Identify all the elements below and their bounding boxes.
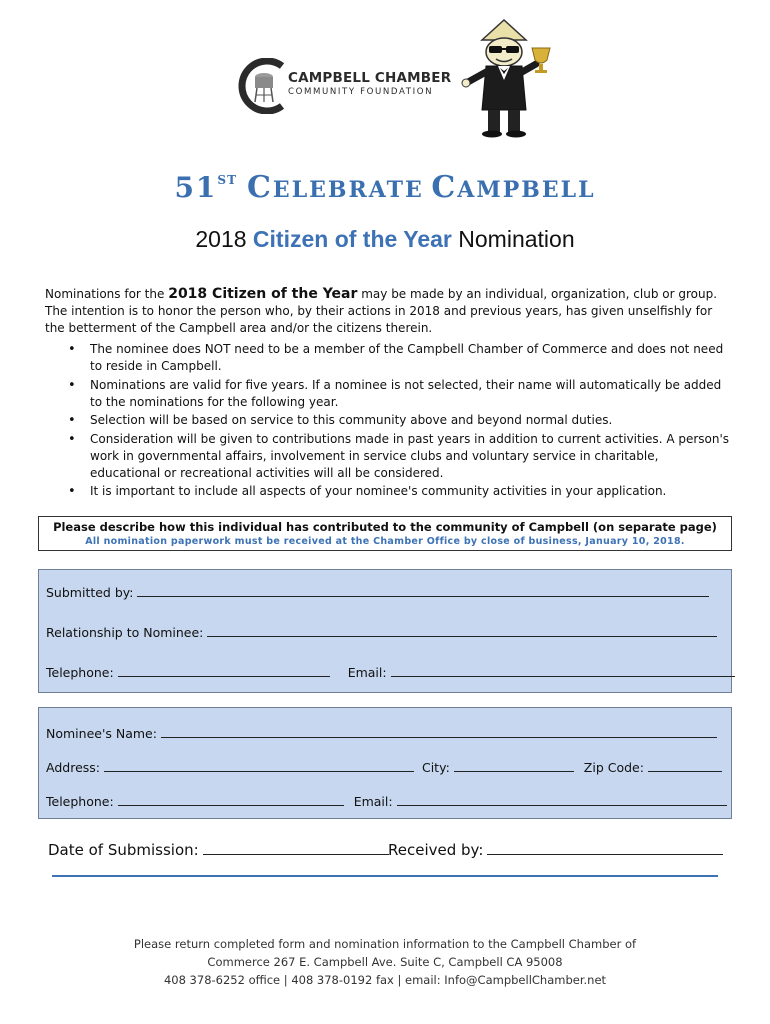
logo-title: CAMPBELL CHAMBER (288, 70, 452, 86)
list-item: • The nominee does NOT need to be a member of the Campbell Chamber of Commerce and does not need to reside in Campbell. (90, 341, 730, 375)
date-of-submission-label: Date of Submission: (48, 841, 199, 859)
event-title-initial-1: C (247, 170, 273, 205)
nominee-name-row (46, 726, 717, 741)
nominee-telephone-label: Telephone: (46, 794, 114, 809)
nominee-email-label: Email: (353, 794, 393, 809)
submitter-panel (38, 569, 732, 693)
event-title-initial-2: C (431, 170, 458, 205)
subtitle-rest: Nomination (458, 226, 575, 252)
intro-part-1: Nominations for the (45, 287, 165, 301)
footer-line-2: Commerce 267 E. Campbell Ave. Suite C, Campbell CA 95008 (207, 955, 563, 969)
nominee-email-field[interactable] (397, 794, 727, 806)
footer-contact (0, 935, 770, 989)
submitter-contact-row (46, 665, 735, 680)
list-item: • Nominations are valid for five years. If a nominee is not selected, their name will automatically be added to the nominations for the following year. (90, 377, 730, 411)
submitted-by-label: Submitted by: (46, 585, 134, 600)
relationship-row (46, 625, 717, 640)
telephone-label: Telephone: (46, 665, 114, 680)
subtitle-highlight: Citizen of the Year (252, 226, 452, 252)
relationship-field[interactable] (207, 625, 717, 637)
nominee-name-label: Nominee's Name: (46, 726, 157, 741)
intro-paragraph (45, 286, 730, 337)
mascot-illustration (460, 18, 554, 138)
submitted-by-row (46, 585, 709, 600)
list-item: • Consideration will be given to contributions made in past years in addition to current activities. A person's work in governmental affairs, involvement in service clubs and voluntary service in charitable, educational or recreational activities will all be considered. (90, 431, 730, 482)
email-label: Email: (347, 665, 387, 680)
divider (52, 875, 718, 877)
nominee-name-field[interactable] (161, 726, 717, 738)
zip-field[interactable] (648, 760, 722, 772)
water-tower-icon (238, 58, 288, 114)
deadline-line: All nomination paperwork must be received at the Chamber Office by close of business, January 10, 2018. (85, 536, 685, 547)
footer-line-1: Please return completed form and nomination information to the Campbell Chamber of (133, 937, 637, 951)
received-by-field[interactable] (487, 841, 723, 855)
footer-line-3: 408 378-6252 office | 408 378-0192 fax | email: Info@CampbellChamber.net (163, 973, 607, 987)
telephone-field[interactable] (118, 665, 330, 677)
event-title-word-1: ELEBRATE (272, 177, 424, 203)
event-title (0, 170, 770, 205)
date-of-submission-row (48, 841, 389, 859)
submitted-by-field[interactable] (137, 585, 709, 597)
address-label: Address: (46, 760, 100, 775)
nominee-address-row (46, 760, 722, 775)
date-of-submission-field[interactable] (203, 841, 389, 855)
logo-subtitle: COMMUNITY FOUNDATION (288, 87, 434, 97)
address-field[interactable] (104, 760, 414, 772)
chamber-logo (238, 58, 452, 114)
subtitle-year: 2018 (195, 226, 247, 252)
nominee-panel (38, 707, 732, 819)
nominee-telephone-field[interactable] (118, 794, 344, 806)
email-field[interactable] (391, 665, 735, 677)
edition-suffix: ST (217, 173, 238, 187)
intro-highlight: 2018 Citizen of the Year (168, 286, 358, 302)
received-by-label: Received by: (388, 841, 484, 859)
form-subtitle (0, 226, 770, 253)
criteria-list (90, 341, 730, 502)
instruction-line: Please describe how this individual has contributed to the community of Campbell (on separate page) (53, 520, 717, 534)
instruction-box (38, 516, 732, 551)
city-field[interactable] (454, 760, 574, 772)
relationship-label: Relationship to Nominee: (46, 625, 204, 640)
edition-number: 51 (174, 171, 218, 204)
list-item: • Selection will be based on service to this community above and beyond normal duties. (90, 412, 730, 429)
list-item: • It is important to include all aspects of your nominee's community activities in your application. (90, 483, 730, 500)
intro-part-2: may be made by an individual, organization, club or group. The intention is to honor the person who, by their actions in 2018 and previous years, has given unselfishly for the betterment of the Campbell area and/or the citizens therein. (45, 287, 718, 335)
event-title-word-2: AMPBELL (457, 177, 596, 203)
zip-label: Zip Code: (583, 760, 644, 775)
city-label: City: (421, 760, 450, 775)
nominee-contact-row (46, 794, 727, 809)
received-by-row (388, 841, 723, 859)
